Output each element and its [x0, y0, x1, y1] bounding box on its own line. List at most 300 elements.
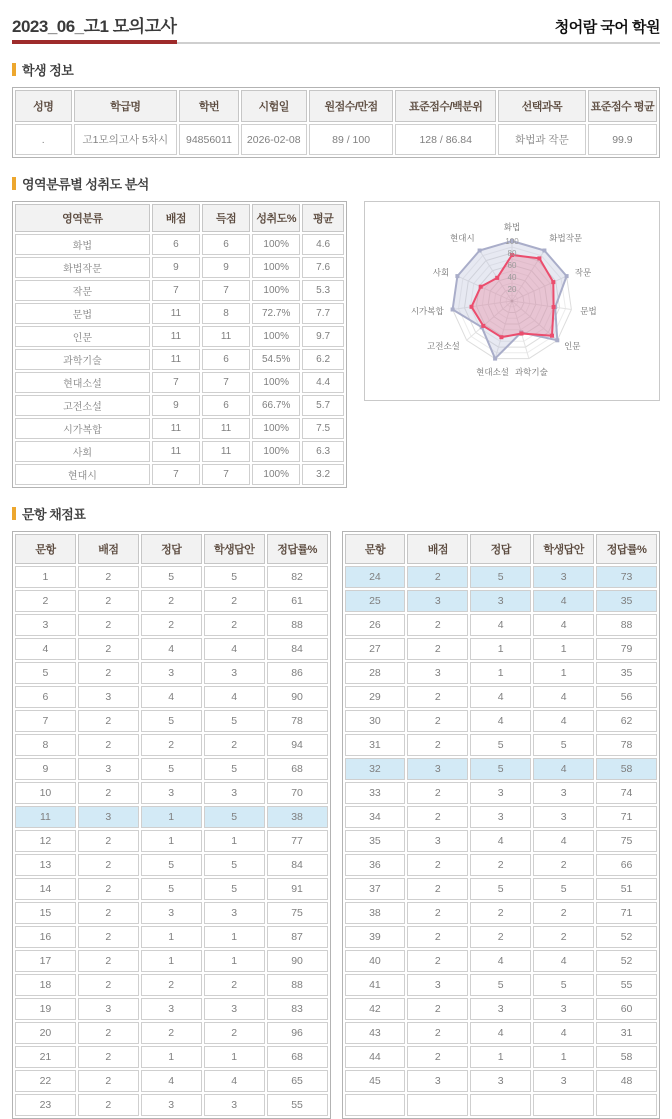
section-title-analysis	[12, 174, 660, 193]
radar-point-marker	[455, 274, 459, 278]
column-header: 성명	[15, 90, 72, 122]
table-cell: 100%	[252, 326, 300, 347]
table-row	[345, 686, 658, 708]
table-cell: 3	[533, 1070, 594, 1092]
table-cell: 9	[152, 395, 200, 416]
table-cell: 100%	[252, 441, 300, 462]
table-cell: 48	[596, 1070, 657, 1092]
table-row	[15, 806, 328, 828]
table-cell: 45	[345, 1070, 406, 1092]
table-cell: 25	[345, 590, 406, 612]
radar-axis-label: 화법작문	[549, 233, 583, 243]
radar-point-marker	[478, 249, 482, 253]
table-row	[345, 902, 658, 924]
table-row	[345, 830, 658, 852]
radar-tick-label: 100	[505, 237, 519, 246]
table-row	[15, 372, 344, 393]
table-cell: 34	[345, 806, 406, 828]
table-cell: 9	[15, 758, 76, 780]
table-cell: 8	[202, 303, 250, 324]
section-accent-bar	[12, 63, 16, 76]
radar-tick-label: 40	[507, 273, 517, 282]
table-cell: 41	[345, 974, 406, 996]
table-cell: 5	[533, 974, 594, 996]
table-cell: 4.4	[302, 372, 344, 393]
table-cell: 100%	[252, 464, 300, 485]
table-cell: 75	[267, 902, 328, 924]
table-cell: 7	[202, 372, 250, 393]
column-header: 학생답안	[533, 534, 594, 564]
table-cell: 62	[596, 710, 657, 732]
table-cell: 2	[533, 854, 594, 876]
table-cell: 75	[596, 830, 657, 852]
table-cell: 5	[470, 566, 531, 588]
table-cell: 2	[78, 590, 139, 612]
radar-point-marker	[555, 338, 559, 342]
table-cell: 5	[141, 710, 202, 732]
table-cell: 3.2	[302, 464, 344, 485]
radar-axis-label: 인문	[564, 341, 581, 352]
table-cell: 33	[345, 782, 406, 804]
table-cell: 84	[267, 854, 328, 876]
table-cell: 5	[204, 854, 265, 876]
table-cell: 32	[345, 758, 406, 780]
table-cell: 2	[407, 710, 468, 732]
table-row	[345, 998, 658, 1020]
table-cell: 3	[141, 1094, 202, 1116]
table-cell: 2	[78, 902, 139, 924]
table-cell: 4	[204, 686, 265, 708]
table-cell: 11	[202, 326, 250, 347]
radar-axis-label: 화법	[503, 222, 521, 232]
table-row	[15, 1046, 328, 1068]
table-cell: 79	[596, 638, 657, 660]
table-cell: 4	[533, 614, 594, 636]
table-row	[15, 234, 344, 255]
table-row	[345, 734, 658, 756]
table-cell: 65	[267, 1070, 328, 1092]
table-cell: 3	[141, 662, 202, 684]
section-label: 영역분류별 성취도 분석	[22, 177, 149, 192]
table-cell: 5	[204, 878, 265, 900]
table-cell: 10	[15, 782, 76, 804]
table-cell: 90	[267, 950, 328, 972]
radar-point-marker	[481, 324, 485, 328]
table-row	[15, 878, 328, 900]
table-cell: 1	[141, 830, 202, 852]
table-cell: 11	[202, 441, 250, 462]
column-header: 문항	[345, 534, 406, 564]
table-row	[345, 566, 658, 588]
table-cell: 3	[78, 686, 139, 708]
table-row	[15, 974, 328, 996]
table-cell: 71	[596, 806, 657, 828]
table-cell: 5	[470, 758, 531, 780]
table-row	[345, 854, 658, 876]
table-row	[15, 395, 344, 416]
table-cell: 2	[78, 1094, 139, 1116]
table-cell: 5	[141, 758, 202, 780]
table-cell: 3	[407, 830, 468, 852]
table-cell: 4	[141, 638, 202, 660]
table-cell: 100%	[252, 372, 300, 393]
table-cell: 현대소설	[15, 372, 150, 393]
table-cell: 1	[533, 638, 594, 660]
table-cell: 11	[152, 441, 200, 462]
radar-tick-label: 80	[507, 249, 517, 258]
table-cell: 3	[407, 758, 468, 780]
page-title: 2023_06_고1 모의고사	[12, 17, 177, 36]
table-cell: 2	[78, 878, 139, 900]
table-cell: 84	[267, 638, 328, 660]
table-cell: 36	[345, 854, 406, 876]
table-cell: 2	[141, 614, 202, 636]
table-cell: 42	[345, 998, 406, 1020]
table-row	[15, 830, 328, 852]
table-cell: 58	[596, 758, 657, 780]
table-cell: 3	[470, 806, 531, 828]
achievement-table-header-row	[15, 204, 344, 232]
table-row	[15, 418, 344, 439]
table-cell: 4	[470, 950, 531, 972]
table-cell: 2	[78, 1046, 139, 1068]
table-row	[345, 662, 658, 684]
title-divider	[12, 40, 660, 44]
column-header: 선택과목	[498, 90, 586, 122]
table-cell: 3	[78, 998, 139, 1020]
academy-name: 청어람 국어 학원	[554, 19, 660, 36]
table-row	[345, 1046, 658, 1068]
score-tables-block	[12, 531, 660, 1119]
table-cell: 86	[267, 662, 328, 684]
table-cell: 23	[15, 1094, 76, 1116]
table-cell: 99.9	[588, 124, 657, 155]
table-row	[345, 590, 658, 612]
table-cell: 2	[470, 854, 531, 876]
table-cell: 94856011	[179, 124, 239, 155]
table-row	[15, 441, 344, 462]
table-cell: 21	[15, 1046, 76, 1068]
table-row	[15, 280, 344, 301]
table-cell: 1	[533, 1046, 594, 1068]
table-row	[15, 124, 657, 155]
table-cell: 6.3	[302, 441, 344, 462]
table-cell: 74	[596, 782, 657, 804]
table-row	[15, 614, 328, 636]
table-cell: 7	[152, 372, 200, 393]
table-cell: 2	[78, 662, 139, 684]
table-cell: 12	[15, 830, 76, 852]
table-cell: 2	[204, 734, 265, 756]
section-label: 학생 정보	[22, 63, 74, 78]
table-cell: 7	[202, 464, 250, 485]
table-cell: 82	[267, 566, 328, 588]
table-cell: 2	[78, 926, 139, 948]
table-cell: 19	[15, 998, 76, 1020]
table-cell: 5	[141, 878, 202, 900]
table-cell: 13	[15, 854, 76, 876]
table-cell: 3	[407, 590, 468, 612]
radar-axis-label: 사회	[432, 267, 450, 278]
table-cell: 1	[204, 950, 265, 972]
table-cell: 4	[470, 710, 531, 732]
table-cell: 100%	[252, 418, 300, 439]
table-row	[345, 806, 658, 828]
column-header: 학급명	[74, 90, 178, 122]
table-cell: 4	[533, 758, 594, 780]
table-cell: 4	[141, 686, 202, 708]
table-row	[345, 782, 658, 804]
table-cell: 11	[152, 418, 200, 439]
table-row	[345, 974, 658, 996]
radar-point-marker	[537, 256, 541, 260]
table-cell: 1	[15, 566, 76, 588]
table-row	[15, 464, 344, 485]
table-cell: 14	[15, 878, 76, 900]
table-cell: 2	[78, 614, 139, 636]
table-cell: 78	[596, 734, 657, 756]
table-row	[345, 614, 658, 636]
table-cell: 26	[345, 614, 406, 636]
table-cell: 94	[267, 734, 328, 756]
table-cell: 9	[152, 257, 200, 278]
table-cell: 2	[141, 974, 202, 996]
table-cell: 4	[533, 830, 594, 852]
table-cell: 88	[267, 974, 328, 996]
table-row	[15, 257, 344, 278]
table-cell: 5	[204, 566, 265, 588]
table-cell: 61	[267, 590, 328, 612]
table-cell: 2	[78, 854, 139, 876]
table-cell: 3	[407, 1070, 468, 1092]
table-cell: 2	[407, 806, 468, 828]
table-cell: 35	[345, 830, 406, 852]
table-row	[15, 1094, 328, 1116]
table-row	[15, 902, 328, 924]
table-row	[345, 1094, 658, 1116]
table-row	[15, 1070, 328, 1092]
table-cell: 7	[15, 710, 76, 732]
table-cell: 2026-02-08	[241, 124, 307, 155]
score-table-header-row	[345, 534, 658, 564]
table-cell: 2	[15, 590, 76, 612]
table-cell: 인문	[15, 326, 150, 347]
table-row	[15, 734, 328, 756]
table-cell: 3	[78, 806, 139, 828]
table-cell: 72.7%	[252, 303, 300, 324]
table-cell: 3	[204, 1094, 265, 1116]
table-cell: 5.7	[302, 395, 344, 416]
table-row	[345, 638, 658, 660]
table-cell: 4	[204, 1070, 265, 1092]
column-header: 성취도%	[252, 204, 300, 232]
table-cell: 60	[596, 998, 657, 1020]
table-cell: 5	[470, 734, 531, 756]
column-header: 정답	[141, 534, 202, 564]
table-cell: 5	[141, 854, 202, 876]
table-cell: 2	[204, 974, 265, 996]
table-cell: 1	[204, 830, 265, 852]
table-cell: 5	[204, 758, 265, 780]
table-cell: 2	[407, 782, 468, 804]
analysis-block	[12, 201, 660, 488]
table-cell	[407, 1094, 468, 1116]
table-cell: 5	[470, 974, 531, 996]
table-cell: 화법과 작문	[498, 124, 586, 155]
table-cell: 16	[15, 926, 76, 948]
table-cell: 사회	[15, 441, 150, 462]
table-cell: 2	[78, 1070, 139, 1092]
table-cell: 11	[152, 326, 200, 347]
table-row	[15, 686, 328, 708]
table-cell: 66.7%	[252, 395, 300, 416]
table-cell: 3	[141, 782, 202, 804]
table-row	[15, 326, 344, 347]
table-cell: 29	[345, 686, 406, 708]
table-cell: 2	[78, 974, 139, 996]
table-cell: 4	[533, 1022, 594, 1044]
table-cell: 4.6	[302, 234, 344, 255]
radar-axis-label: 문법	[580, 305, 597, 316]
column-header: 표준점수/백분위	[395, 90, 495, 122]
table-cell: 2	[407, 998, 468, 1020]
table-cell	[345, 1094, 406, 1116]
table-cell: 1	[533, 662, 594, 684]
table-cell: 5	[15, 662, 76, 684]
table-cell: 2	[407, 1022, 468, 1044]
table-row	[345, 950, 658, 972]
table-cell: 2	[141, 734, 202, 756]
column-header: 표준점수 평균	[588, 90, 657, 122]
column-header: 정답률%	[596, 534, 657, 564]
table-cell: 83	[267, 998, 328, 1020]
section-accent-bar	[12, 177, 16, 190]
table-cell: 37	[345, 878, 406, 900]
table-cell: 2	[470, 926, 531, 948]
table-cell: 3	[141, 902, 202, 924]
table-cell: 18	[15, 974, 76, 996]
table-row	[15, 662, 328, 684]
table-row	[345, 710, 658, 732]
table-cell: 5	[470, 878, 531, 900]
table-cell: 9	[202, 257, 250, 278]
radar-point-marker	[493, 357, 497, 361]
table-cell: 24	[345, 566, 406, 588]
table-row	[15, 710, 328, 732]
table-cell: 88	[267, 614, 328, 636]
table-cell	[533, 1094, 594, 1116]
table-cell: 3	[407, 974, 468, 996]
table-cell: 100%	[252, 257, 300, 278]
table-cell: 6	[202, 395, 250, 416]
table-cell: 3	[141, 998, 202, 1020]
table-cell	[470, 1094, 531, 1116]
table-cell: 2	[407, 950, 468, 972]
table-cell: 2	[407, 1046, 468, 1068]
table-cell: 7.6	[302, 257, 344, 278]
table-cell: 2	[141, 590, 202, 612]
table-cell: 2	[78, 950, 139, 972]
radar-point-marker	[451, 308, 455, 312]
table-cell: 51	[596, 878, 657, 900]
table-cell: 1	[141, 926, 202, 948]
table-cell: 43	[345, 1022, 406, 1044]
table-cell: 100%	[252, 280, 300, 301]
table-cell: 35	[596, 662, 657, 684]
table-cell: 문법	[15, 303, 150, 324]
table-cell: 89 / 100	[309, 124, 394, 155]
table-cell: 1	[470, 638, 531, 660]
table-row	[345, 758, 658, 780]
table-cell: 78	[267, 710, 328, 732]
table-cell: 27	[345, 638, 406, 660]
column-header: 시험일	[241, 90, 307, 122]
table-cell: 1	[141, 1046, 202, 1068]
table-cell: 11	[152, 303, 200, 324]
table-cell: 현대시	[15, 464, 150, 485]
table-cell: 4	[204, 638, 265, 660]
table-row	[15, 638, 328, 660]
column-header: 평균	[302, 204, 344, 232]
table-cell: 4	[470, 1022, 531, 1044]
table-cell: 6.2	[302, 349, 344, 370]
table-cell: 96	[267, 1022, 328, 1044]
radar-axis-label: 시가복합	[410, 305, 444, 316]
table-cell: 68	[267, 1046, 328, 1068]
table-cell: 2	[78, 734, 139, 756]
table-cell: 40	[345, 950, 406, 972]
section-title-scoring	[12, 504, 660, 523]
table-cell: 2	[204, 614, 265, 636]
table-cell: 15	[15, 902, 76, 924]
divider-red-bar	[12, 40, 177, 44]
table-row	[345, 926, 658, 948]
table-cell: 3	[204, 782, 265, 804]
table-cell: 11	[15, 806, 76, 828]
table-cell: 2	[407, 902, 468, 924]
table-cell: 56	[596, 686, 657, 708]
table-cell: 2	[533, 926, 594, 948]
table-cell: 작문	[15, 280, 150, 301]
table-cell: 35	[596, 590, 657, 612]
table-cell: 3	[533, 566, 594, 588]
table-cell: 8	[15, 734, 76, 756]
radar-point-marker	[552, 305, 556, 309]
table-row	[15, 566, 328, 588]
table-cell: 3	[15, 614, 76, 636]
radar-point-marker	[550, 334, 554, 338]
table-cell: 30	[345, 710, 406, 732]
table-cell: 1	[470, 1046, 531, 1068]
table-cell: 4	[470, 614, 531, 636]
table-cell: 31	[345, 734, 406, 756]
table-cell: 4	[15, 638, 76, 660]
radar-axis-label: 과학기술	[514, 367, 548, 378]
table-row	[15, 926, 328, 948]
column-header: 영역분류	[15, 204, 150, 232]
table-cell: 88	[596, 614, 657, 636]
radar-point-marker	[542, 249, 546, 253]
table-cell: 38	[345, 902, 406, 924]
radar-point-marker	[565, 274, 569, 278]
table-cell: 3	[470, 1070, 531, 1092]
table-row	[15, 590, 328, 612]
table-cell: 54.5%	[252, 349, 300, 370]
table-cell: 4	[470, 830, 531, 852]
student-table-header-row	[15, 90, 657, 122]
table-row	[15, 1022, 328, 1044]
table-cell: 6	[152, 234, 200, 255]
